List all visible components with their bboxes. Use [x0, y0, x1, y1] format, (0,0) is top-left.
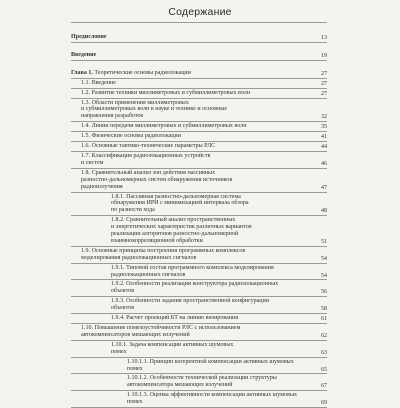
- toc-entry-title: 1.8.1. Пассивная разностно-дальномерная система обнаружения ИРИ с минимизацией интервала обзора по разности хода: [111, 193, 249, 214]
- toc-entry-title: 1.10.1. Задача компенсации активных шумовых помех: [111, 341, 234, 355]
- toc-entry[interactable]: [71, 216, 327, 247]
- toc-entry[interactable]: [71, 169, 327, 193]
- toc-entry-title: 1.9.2. Особенности реализации конструктора радиолокационных объектов: [111, 281, 279, 295]
- page-title: Содержание: [168, 6, 232, 18]
- toc-entry[interactable]: [71, 142, 327, 152]
- toc-entry-title: 1.10.1.1. Принцип когерентной компенсации активных шумовых помех: [127, 358, 294, 372]
- toc-entry-title: 1.9.1. Типовой состав программного комплекса моделирования радиолокационных сигналов: [111, 264, 274, 278]
- toc-entry-title: 1.1. Введение: [81, 79, 116, 86]
- toc-entry-title: 1.9.3. Особенности задания пространственной конфигурации объектов: [111, 298, 270, 312]
- toc-page-number: 41: [320, 134, 327, 141]
- toc-entry[interactable]: [71, 122, 327, 132]
- toc-page-number: 44: [320, 144, 327, 151]
- toc-page-number: 62: [320, 332, 327, 339]
- toc-entry[interactable]: [71, 89, 327, 99]
- toc-page-number: 35: [320, 124, 327, 131]
- toc-page-number: 27: [320, 70, 327, 77]
- table-of-contents: [71, 22, 327, 408]
- toc-entry[interactable]: [71, 152, 327, 169]
- toc-entry-title: 1.8.2. Сравнительный анализ пространственных и энергетических характеристик различных вариантов реализации алгоритмов разностно-дальномерной взаимнокорреляционной обработки: [111, 217, 252, 244]
- toc-entry-title: 1.9.4. Расчет проекций БТ на линию визирования: [111, 315, 239, 322]
- toc-entry-title: Предисловие: [71, 34, 107, 40]
- toc-page-number: 48: [320, 208, 327, 215]
- toc-entry[interactable]: [71, 33, 327, 43]
- toc-entry[interactable]: [71, 79, 327, 89]
- toc-entry[interactable]: [71, 132, 327, 142]
- toc-entry[interactable]: [71, 51, 327, 61]
- toc-entry-title: 1.10. Повышение помехоустойчивости РЛС с использованием автокомпенсаторов мешающих излучений: [81, 325, 241, 338]
- toc-page-number: 51: [320, 238, 327, 245]
- toc-page-number: 63: [320, 349, 327, 356]
- toc-entry[interactable]: [71, 280, 327, 297]
- toc-entry[interactable]: [71, 374, 327, 391]
- toc-entry-title: 1.10.1.2. Особенности технической реализации структуры автокомпенсатора мешающих излучений: [127, 375, 277, 389]
- toc-entry-title: 1.4. Линии передачи миллиметровых и субмиллиметровых волн: [81, 123, 247, 130]
- toc-entry[interactable]: [71, 99, 327, 123]
- toc-entry[interactable]: [71, 341, 327, 358]
- toc-page-number: 67: [320, 383, 327, 390]
- toc-entry-title: 1.8. Сравнительный анализ зон действия пассивных разностно-дальномерных систем обнаружения источников радиоизлучения: [81, 169, 233, 190]
- toc-page-number: 19: [320, 52, 327, 59]
- toc-page-number: 69: [320, 400, 327, 407]
- toc-page-number: 54: [320, 272, 327, 279]
- toc-entry-title: Глава 1. Теоретические основы радиолокации: [71, 69, 191, 76]
- toc-entry-title: 1.2. Развитие техники миллиметровых и субмиллиметровых волн: [81, 89, 251, 96]
- toc-entry[interactable]: [71, 264, 327, 281]
- toc-entry[interactable]: [71, 324, 327, 341]
- toc-page-number: 58: [320, 306, 327, 313]
- toc-page-number: 47: [320, 184, 327, 191]
- toc-page-number: 27: [320, 80, 327, 87]
- toc-page-number: 27: [320, 90, 327, 97]
- toc-entry[interactable]: [71, 193, 327, 217]
- toc-entry[interactable]: [71, 69, 327, 79]
- toc-entry-title: 1.7. Классификация радиолокационных устройств и систем: [81, 152, 211, 166]
- toc-entry[interactable]: [71, 358, 327, 375]
- toc-page-number: 46: [320, 160, 327, 167]
- toc-page-number: 56: [320, 289, 327, 296]
- toc-page-number: 65: [320, 366, 327, 373]
- toc-entry-title: 1.5. Физические основы радиолокации: [81, 133, 181, 140]
- toc-entry[interactable]: [71, 314, 327, 324]
- toc-entry-title: 1.6. Основные тактико-технические параметры РЛС: [81, 143, 216, 150]
- toc-page-number: 54: [320, 255, 327, 262]
- toc-entry-title: 1.3. Области применения миллиметровых и субмиллиметровых волн в науке и технике и основные направления разработок: [81, 99, 228, 120]
- toc-entry-title: 1.10.1.3. Оценка эффективности компенсации активных шумовых помех: [127, 392, 298, 406]
- toc-page-number: 32: [320, 114, 327, 121]
- toc-entry-title: Введение: [71, 51, 97, 58]
- toc-entry[interactable]: [71, 391, 327, 408]
- toc-entry[interactable]: [71, 247, 327, 264]
- toc-page-number: 61: [320, 316, 327, 323]
- toc-entry[interactable]: [71, 297, 327, 314]
- toc-entry-title: 1.9. Основные принципы построения программных комплексов моделирования радиолокационных сигналов: [81, 247, 246, 261]
- toc-page-number: 13: [320, 35, 327, 41]
